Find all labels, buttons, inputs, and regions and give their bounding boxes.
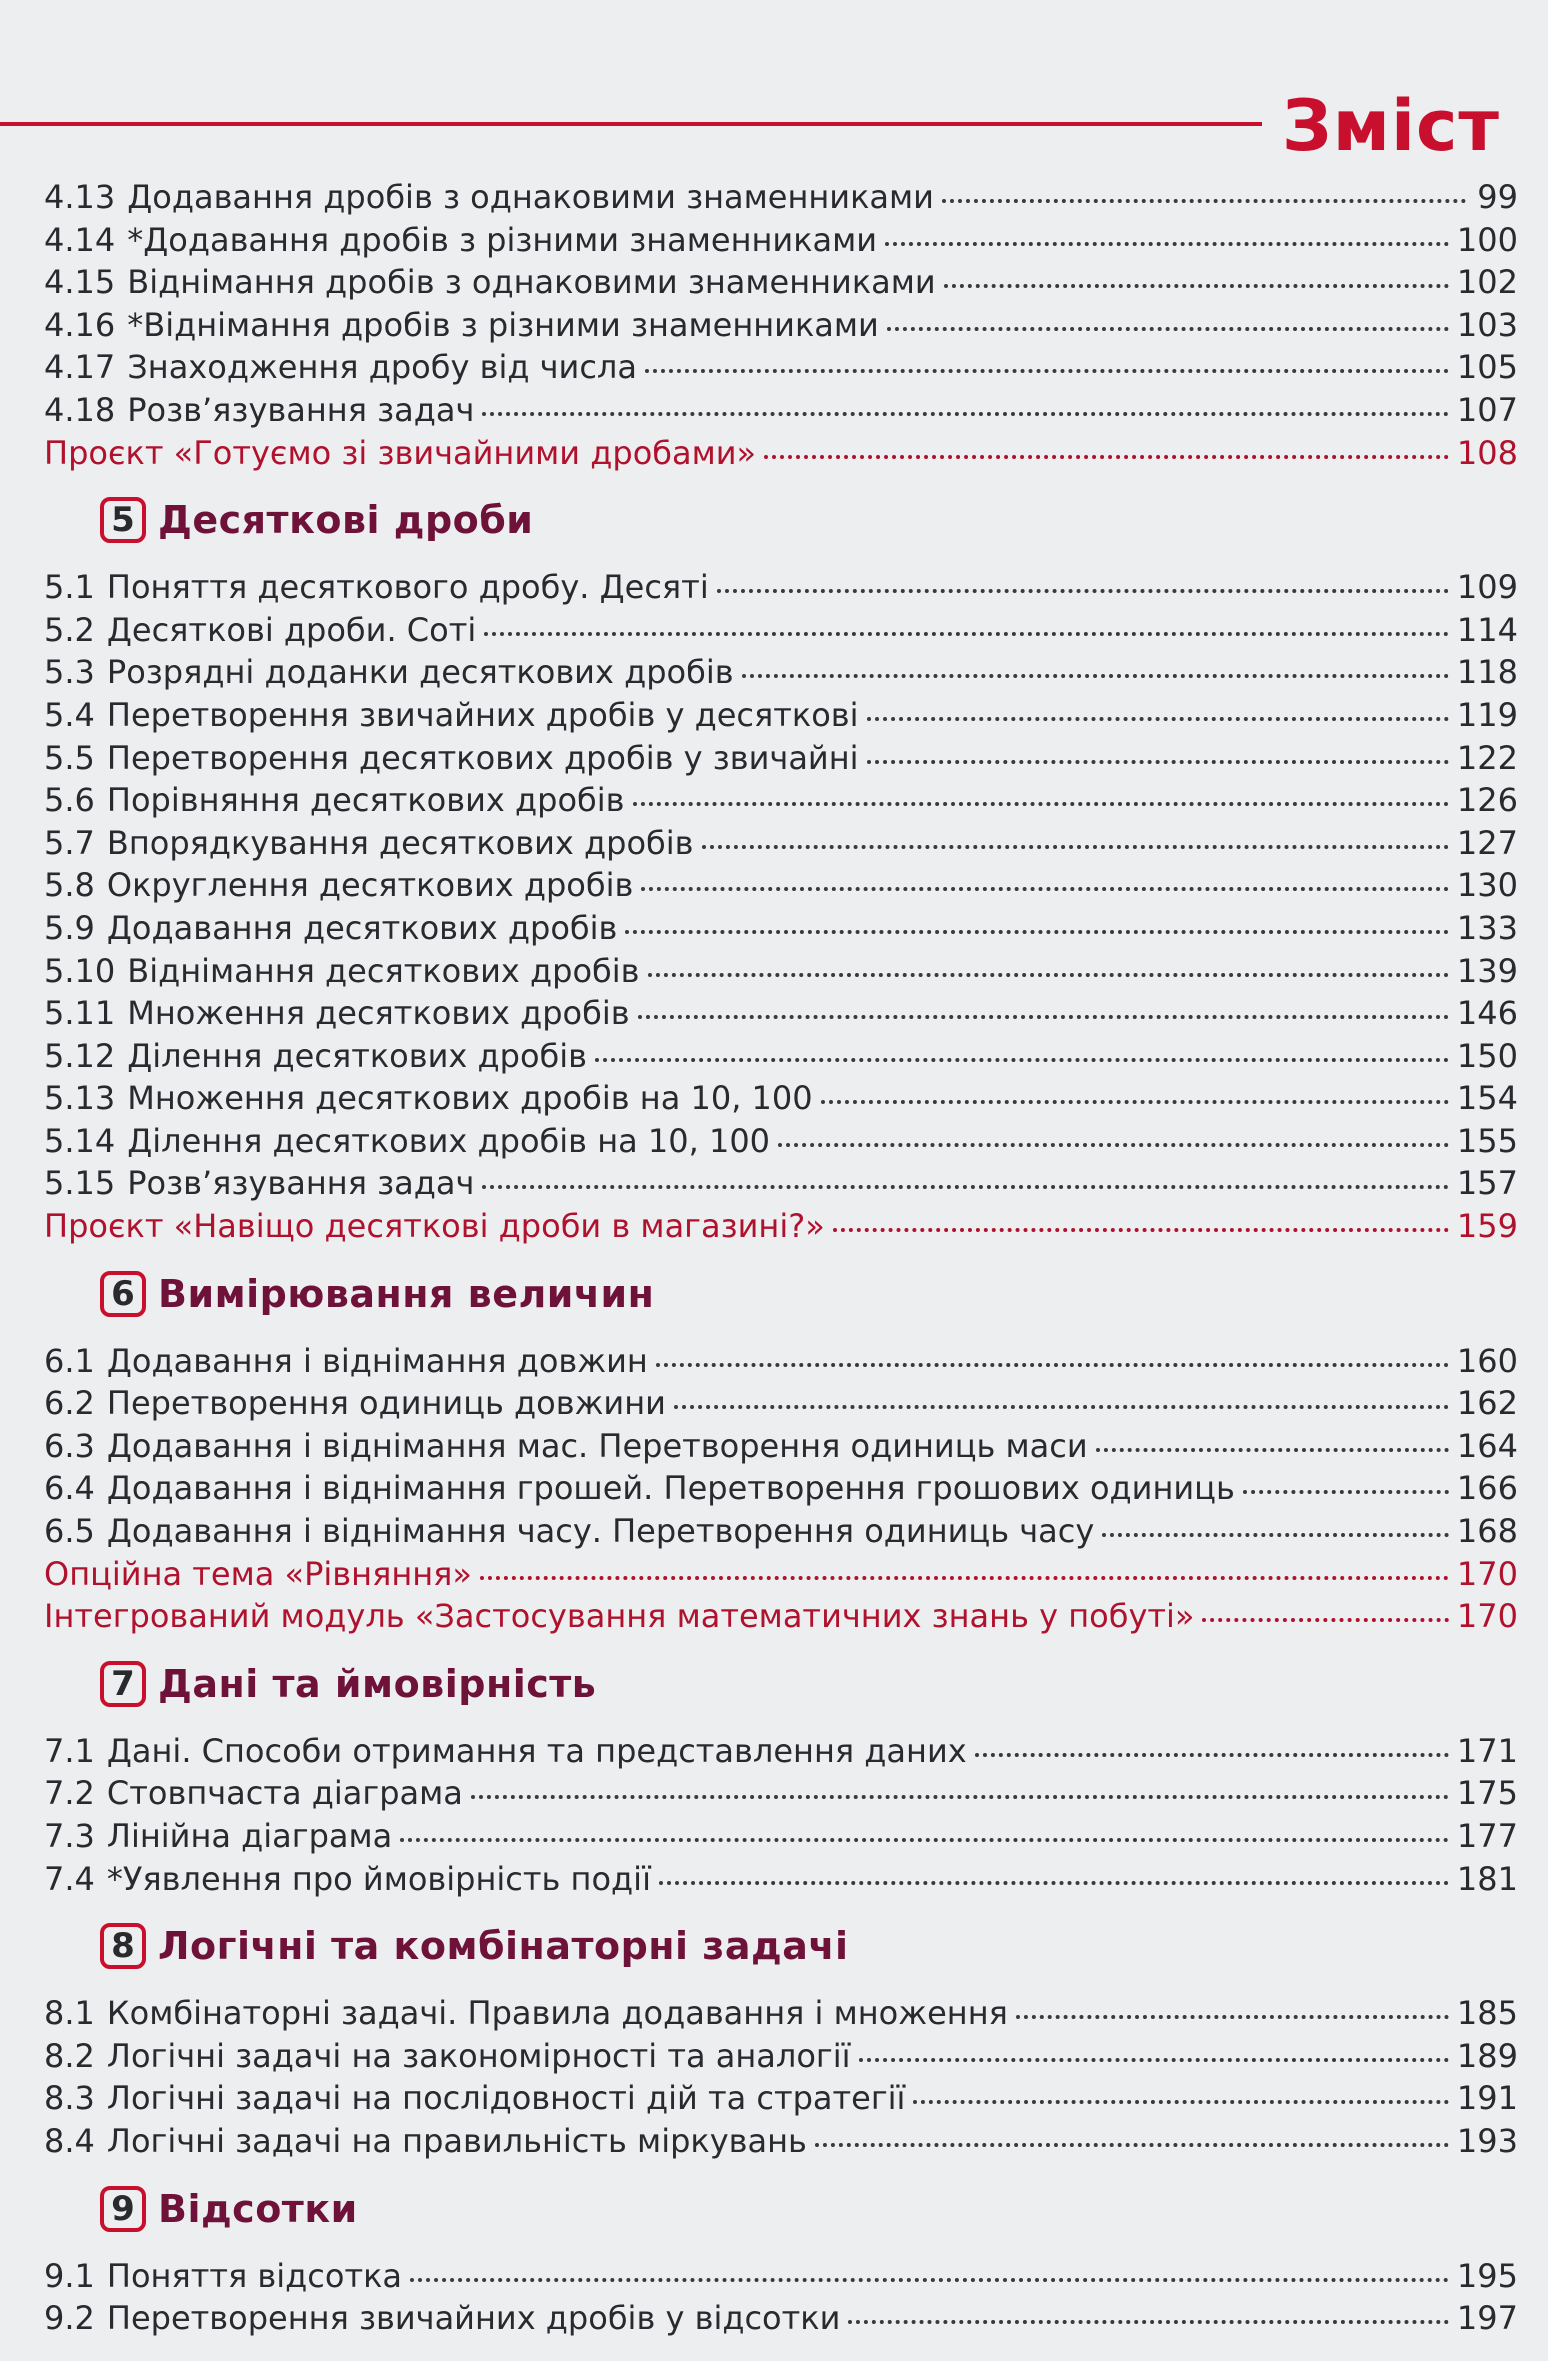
dot-leader bbox=[1102, 1531, 1449, 1537]
toc-project-title: Інтегрований модуль «Застосування математичних знань у побуті» bbox=[44, 1597, 1195, 1636]
toc-entry-title: Перетворення одиниць довжини bbox=[106, 1384, 666, 1423]
toc-entry-title: Розрядні доданки десяткових дробів bbox=[106, 653, 734, 692]
toc-entry-page: 122 bbox=[1456, 738, 1518, 777]
dot-leader bbox=[633, 800, 1449, 806]
section-heading bbox=[44, 482, 1518, 558]
section-heading bbox=[44, 2171, 1518, 2247]
toc-entry-page: 175 bbox=[1456, 1774, 1518, 1813]
toc-entry-number: 5.13 bbox=[44, 1079, 116, 1118]
toc-entry-title: Перетворення звичайних дробів у відсотки bbox=[106, 2299, 841, 2338]
toc-entry-page: 127 bbox=[1456, 823, 1518, 862]
toc-entry-title: Множення десяткових дробів bbox=[127, 994, 630, 1033]
toc-entry-number: 5.1 bbox=[44, 568, 95, 607]
toc-project-page: 108 bbox=[1456, 433, 1518, 472]
dot-leader bbox=[913, 2098, 1448, 2104]
toc-entry-title: Лінійна діаграма bbox=[106, 1817, 393, 1855]
section-number-badge: 8 bbox=[100, 1923, 146, 1969]
toc-entry-page: 139 bbox=[1456, 951, 1518, 990]
toc-entry[interactable] bbox=[44, 1382, 1518, 1425]
section-number-badge: 9 bbox=[100, 2186, 146, 2232]
toc-entry-number: 9.2 bbox=[44, 2299, 95, 2338]
toc-entry[interactable] bbox=[44, 1340, 1518, 1383]
section-title: Десяткові дроби bbox=[158, 498, 534, 543]
toc-entry-number: 6.3 bbox=[44, 1426, 95, 1465]
toc-entry[interactable] bbox=[44, 779, 1518, 822]
toc-entry-title: Додавання і віднімання мас. Перетворення одиниць маси bbox=[106, 1426, 1088, 1465]
toc-entry-page: 168 bbox=[1456, 1512, 1518, 1551]
toc-entry-number: 5.8 bbox=[44, 866, 95, 905]
dot-leader bbox=[625, 928, 1449, 934]
toc-entry-title: Комбінаторні задачі. Правила додавання і множення bbox=[106, 1994, 1008, 2033]
dot-leader bbox=[1243, 1488, 1449, 1494]
toc-entry-page: 99 bbox=[1477, 178, 1518, 216]
page-title: Зміст bbox=[1282, 85, 1501, 167]
toc-entry[interactable] bbox=[44, 1992, 1518, 2035]
toc-entry[interactable] bbox=[44, 389, 1518, 432]
toc-entry-title: Дані. Способи отримання та представлення даних bbox=[106, 1731, 967, 1770]
section-title: Відсотки bbox=[158, 2186, 358, 2231]
toc-entry-number: 5.7 bbox=[44, 823, 95, 862]
toc-entry-page: 146 bbox=[1456, 994, 1518, 1033]
toc-entry-number: 4.16 bbox=[44, 305, 116, 344]
toc-entry-number: 6.4 bbox=[44, 1469, 95, 1508]
toc-project-entry[interactable] bbox=[44, 1205, 1518, 1248]
toc-entry-number: 5.11 bbox=[44, 994, 116, 1033]
toc-entry-title: Віднімання дробів з однаковими знаменниками bbox=[127, 263, 936, 302]
toc-entry-title: Множення десяткових дробів на 10, 100 bbox=[127, 1079, 813, 1118]
toc-entry[interactable] bbox=[44, 1120, 1518, 1163]
section-number-badge: 6 bbox=[100, 1271, 146, 1317]
toc-entry-page: 193 bbox=[1456, 2121, 1518, 2160]
toc-entry-number: 5.6 bbox=[44, 781, 95, 820]
toc-entry-title: Віднімання десяткових дробів bbox=[127, 951, 640, 990]
toc-entry-page: 166 bbox=[1456, 1469, 1518, 1508]
toc-entry-title: Десяткові дроби. Соті bbox=[106, 610, 477, 649]
dot-leader bbox=[1096, 1446, 1449, 1452]
toc-entry-number: 8.1 bbox=[44, 1994, 95, 2033]
dot-leader bbox=[674, 1403, 1449, 1409]
toc-entry-number: 7.3 bbox=[44, 1817, 95, 1855]
dot-leader bbox=[821, 1098, 1449, 1104]
toc-entry[interactable] bbox=[44, 176, 1518, 219]
toc-project-title: Опційна тема «Рівняння» bbox=[44, 1554, 472, 1593]
toc-entry[interactable] bbox=[44, 1077, 1518, 1120]
toc-project-entry[interactable] bbox=[44, 1595, 1518, 1638]
dot-leader bbox=[659, 1879, 1449, 1885]
toc-entry[interactable] bbox=[44, 737, 1518, 780]
toc-entry-page: 119 bbox=[1456, 695, 1518, 734]
toc-entry-page: 114 bbox=[1456, 610, 1518, 649]
toc-entry-page: 157 bbox=[1456, 1164, 1518, 1203]
toc-entry-number: 7.4 bbox=[44, 1859, 95, 1898]
toc-entry[interactable] bbox=[44, 1510, 1518, 1553]
toc-entry-number: 5.5 bbox=[44, 738, 95, 777]
toc-entry-number: 4.15 bbox=[44, 263, 116, 302]
toc-project-page: 159 bbox=[1456, 1207, 1518, 1246]
dot-leader bbox=[645, 367, 1449, 373]
toc-project-title: Проєкт «Навіщо десяткові дроби в магазині?» bbox=[44, 1207, 825, 1246]
toc-entry-page: 118 bbox=[1456, 653, 1518, 692]
section-number-badge: 7 bbox=[100, 1661, 146, 1707]
dot-leader bbox=[1016, 2013, 1449, 2019]
toc-entry-number: 5.2 bbox=[44, 610, 95, 649]
toc-entry-number: 7.2 bbox=[44, 1774, 95, 1813]
dot-leader bbox=[480, 1574, 1449, 1580]
toc-entry-title: Поняття десяткового дробу. Десяті bbox=[106, 568, 709, 607]
toc-entry-page: 150 bbox=[1456, 1036, 1518, 1075]
toc-entry[interactable] bbox=[44, 1162, 1518, 1205]
dot-leader bbox=[471, 1793, 1449, 1799]
dot-leader bbox=[656, 1361, 1449, 1367]
toc-entry-title: Поняття відсотка bbox=[106, 2256, 403, 2295]
toc-entry-page: 197 bbox=[1456, 2299, 1518, 2338]
toc-entry[interactable] bbox=[44, 992, 1518, 1035]
toc-entry[interactable] bbox=[44, 2035, 1518, 2078]
table-of-contents bbox=[44, 176, 1518, 2340]
dot-leader bbox=[410, 2276, 1449, 2282]
section-heading bbox=[44, 1646, 1518, 1722]
toc-entry-number: 4.18 bbox=[44, 390, 116, 429]
toc-entry-number: 9.1 bbox=[44, 2256, 95, 2295]
toc-entry-page: 155 bbox=[1456, 1121, 1518, 1160]
toc-entry-title: Розв’язування задач bbox=[127, 1164, 475, 1203]
toc-entry-title: *Уявлення про ймовірність події bbox=[106, 1859, 651, 1898]
toc-entry-title: Перетворення звичайних дробів у десяткові bbox=[106, 695, 859, 734]
toc-entry-page: 102 bbox=[1456, 263, 1518, 302]
toc-entry[interactable] bbox=[44, 822, 1518, 865]
toc-entry[interactable] bbox=[44, 219, 1518, 262]
toc-entry-number: 6.2 bbox=[44, 1384, 95, 1423]
toc-entry[interactable] bbox=[44, 2255, 1518, 2298]
section-heading bbox=[44, 1908, 1518, 1984]
toc-entry[interactable] bbox=[44, 346, 1518, 389]
dot-leader bbox=[885, 240, 1449, 246]
toc-entry-title: Знаходження дробу від числа bbox=[127, 348, 637, 387]
toc-project-page: 170 bbox=[1456, 1597, 1518, 1636]
toc-entry-page: 195 bbox=[1456, 2256, 1518, 2295]
toc-entry-page: 191 bbox=[1456, 2079, 1518, 2118]
toc-entry-title: *Віднімання дробів з різними знаменниками bbox=[127, 305, 879, 344]
dot-leader bbox=[975, 1751, 1449, 1757]
toc-entry-title: Додавання і віднімання довжин bbox=[106, 1341, 648, 1380]
dot-leader bbox=[944, 282, 1449, 288]
toc-project-entry[interactable] bbox=[44, 1553, 1518, 1596]
toc-entry[interactable] bbox=[44, 1858, 1518, 1901]
dot-leader bbox=[867, 715, 1449, 721]
toc-entry-number: 8.3 bbox=[44, 2079, 95, 2118]
section-title: Вимірювання величин bbox=[158, 1271, 655, 1316]
toc-entry-page: 162 bbox=[1456, 1384, 1518, 1423]
toc-entry-number: 4.14 bbox=[44, 220, 116, 259]
toc-entry-title: Додавання десяткових дробів bbox=[106, 908, 618, 947]
toc-entry-page: 160 bbox=[1456, 1341, 1518, 1380]
section-title: Логічні та комбінаторні задачі bbox=[158, 1924, 849, 1969]
toc-entry-title: Логічні задачі на правильність міркувань bbox=[106, 2121, 807, 2160]
dot-leader bbox=[848, 2318, 1449, 2324]
toc-entry[interactable] bbox=[44, 1730, 1518, 1773]
toc-entry-number: 5.9 bbox=[44, 908, 95, 947]
dot-leader bbox=[595, 1056, 1449, 1062]
toc-entry[interactable] bbox=[44, 651, 1518, 694]
dot-leader bbox=[702, 843, 1449, 849]
dot-leader bbox=[717, 587, 1449, 593]
toc-entry[interactable] bbox=[44, 2120, 1518, 2163]
dot-leader bbox=[887, 325, 1449, 331]
toc-entry-page: 189 bbox=[1456, 2036, 1518, 2075]
toc-entry-title: Додавання і віднімання грошей. Перетворення грошових одиниць bbox=[106, 1469, 1235, 1508]
section-heading bbox=[44, 1256, 1518, 1332]
toc-entry-number: 4.13 bbox=[44, 178, 116, 216]
dot-leader bbox=[867, 758, 1449, 764]
toc-entry[interactable] bbox=[44, 907, 1518, 950]
section-number-badge: 5 bbox=[100, 497, 146, 543]
toc-entry-number: 8.4 bbox=[44, 2121, 95, 2160]
toc-entry-number: 7.1 bbox=[44, 1731, 95, 1770]
dot-leader bbox=[833, 1226, 1449, 1232]
toc-entry-title: Перетворення десяткових дробів у звичайні bbox=[106, 738, 859, 777]
toc-entry-page: 109 bbox=[1456, 568, 1518, 607]
toc-entry-title: Впорядкування десяткових дробів bbox=[106, 823, 694, 862]
toc-entry-title: Додавання дробів з однаковими знаменниками bbox=[127, 178, 934, 216]
toc-entry[interactable] bbox=[44, 694, 1518, 737]
section-title: Дані та ймовірність bbox=[158, 1661, 597, 1706]
toc-entry-title: Логічні задачі на закономірності та аналогії bbox=[106, 2036, 851, 2075]
dot-leader bbox=[764, 453, 1449, 459]
toc-entry-page: 107 bbox=[1456, 390, 1518, 429]
toc-entry[interactable] bbox=[44, 1815, 1518, 1858]
dot-leader bbox=[742, 672, 1449, 678]
toc-entry[interactable] bbox=[44, 261, 1518, 304]
toc-entry-page: 126 bbox=[1456, 781, 1518, 820]
toc-entry[interactable] bbox=[44, 609, 1518, 652]
toc-project-title: Проєкт «Готуємо зі звичайними дробами» bbox=[44, 433, 757, 472]
dot-leader bbox=[482, 410, 1449, 416]
toc-entry-title: Порівняння десяткових дробів bbox=[106, 781, 625, 820]
toc-entry[interactable] bbox=[44, 1035, 1518, 1078]
toc-entry-number: 6.5 bbox=[44, 1512, 95, 1551]
toc-entry[interactable] bbox=[44, 2297, 1518, 2340]
dot-leader bbox=[1202, 1616, 1448, 1622]
toc-entry-page: 181 bbox=[1456, 1859, 1518, 1898]
toc-entry[interactable] bbox=[44, 950, 1518, 993]
toc-entry-page: 103 bbox=[1456, 305, 1518, 344]
toc-entry-page: 133 bbox=[1456, 908, 1518, 947]
dot-leader bbox=[648, 971, 1449, 977]
toc-entry-title: Ділення десяткових дробів bbox=[127, 1036, 588, 1075]
toc-entry-page: 100 bbox=[1456, 220, 1518, 259]
toc-entry[interactable] bbox=[44, 2077, 1518, 2120]
toc-entry-title: *Додавання дробів з різними знаменниками bbox=[127, 220, 878, 259]
toc-entry-number: 6.1 bbox=[44, 1341, 95, 1380]
toc-entry-number: 5.3 bbox=[44, 653, 95, 692]
toc-entry-page: 154 bbox=[1456, 1079, 1518, 1118]
toc-entry-title: Ділення десяткових дробів на 10, 100 bbox=[127, 1121, 771, 1160]
toc-entry-number: 5.15 bbox=[44, 1164, 116, 1203]
dot-leader bbox=[815, 2141, 1449, 2147]
header-rule bbox=[0, 122, 1262, 126]
dot-leader bbox=[484, 630, 1449, 636]
toc-entry-number: 5.10 bbox=[44, 951, 116, 990]
toc-entry-page: 185 bbox=[1456, 1994, 1518, 2033]
toc-entry[interactable] bbox=[44, 1772, 1518, 1815]
dot-leader bbox=[400, 1836, 1449, 1842]
toc-entry-page: 164 bbox=[1456, 1426, 1518, 1465]
toc-entry-page: 105 bbox=[1456, 348, 1518, 387]
dot-leader bbox=[641, 885, 1449, 891]
toc-entry-number: 4.17 bbox=[44, 348, 116, 387]
dot-leader bbox=[778, 1141, 1449, 1147]
toc-entry-page: 177 bbox=[1456, 1817, 1518, 1855]
dot-leader bbox=[859, 2056, 1449, 2062]
toc-entry-number: 5.4 bbox=[44, 695, 95, 734]
toc-entry[interactable] bbox=[44, 1467, 1518, 1510]
toc-entry-number: 8.2 bbox=[44, 2036, 95, 2075]
dot-leader bbox=[482, 1183, 1449, 1189]
toc-entry[interactable] bbox=[44, 1425, 1518, 1468]
toc-entry-title: Логічні задачі на послідовності дій та стратегії bbox=[106, 2079, 906, 2118]
toc-entry[interactable] bbox=[44, 566, 1518, 609]
toc-entry-number: 5.14 bbox=[44, 1121, 116, 1160]
toc-entry[interactable] bbox=[44, 864, 1518, 907]
toc-entry-number: 5.12 bbox=[44, 1036, 116, 1075]
toc-project-page: 170 bbox=[1456, 1554, 1518, 1593]
dot-leader bbox=[942, 197, 1466, 203]
toc-entry-page: 130 bbox=[1456, 866, 1518, 905]
toc-entry-title: Стовпчаста діаграма bbox=[106, 1774, 463, 1813]
toc-entry-title: Додавання і віднімання часу. Перетворення одиниць часу bbox=[106, 1512, 1095, 1551]
toc-entry-title: Округлення десяткових дробів bbox=[106, 866, 634, 905]
toc-entry-title: Розв’язування задач bbox=[127, 390, 475, 429]
toc-entry-page: 171 bbox=[1456, 1731, 1518, 1770]
toc-project-entry[interactable] bbox=[44, 432, 1518, 475]
dot-leader bbox=[638, 1013, 1449, 1019]
toc-entry[interactable] bbox=[44, 304, 1518, 347]
